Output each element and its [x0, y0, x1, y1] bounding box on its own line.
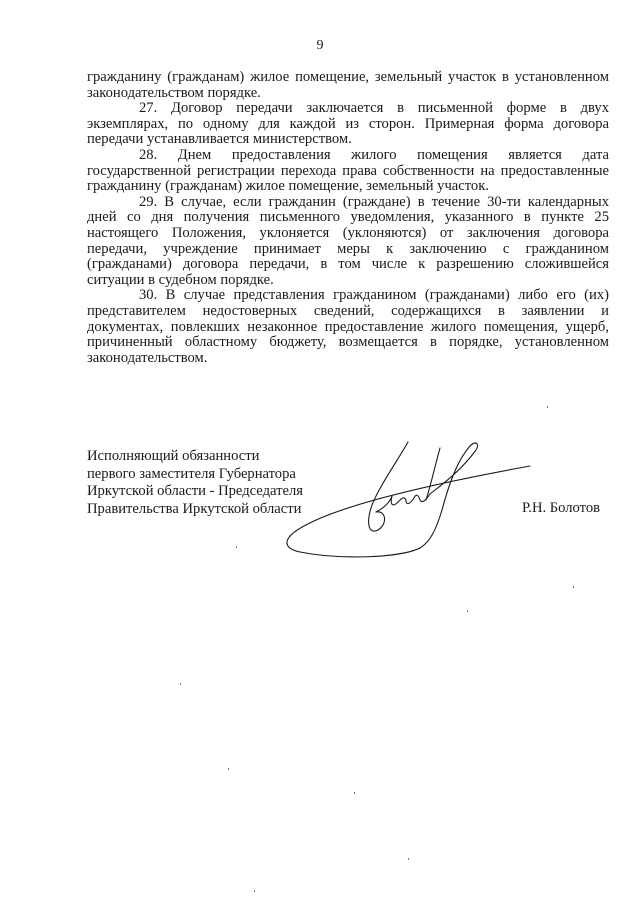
paragraph-continuation: гражданину (гражданам) жилое помещение, земельный участок в установленном законодательством порядке.	[87, 69, 609, 101]
scan-speck	[467, 610, 468, 612]
scan-speck	[547, 406, 548, 408]
paragraph-30: 30. В случае представления гражданином (гражданами) либо его (их) представителем недостоверных сведений, содержащихся в заявлении и документах, повлекших незаконное предоставление жилого помещения, ущерб, причиненный областному бюджету, возмещается в порядке, установленном законодательством.	[87, 287, 609, 366]
scan-speck	[573, 586, 574, 588]
paragraph-27: 27. Договор передачи заключается в письменной форме в двух экземплярах, по одному для каждой из сторон. Примерная форма договора передачи устанавливается министерством.	[87, 100, 609, 148]
scan-speck	[254, 890, 255, 892]
paragraph-28: 28. Днем предоставления жилого помещения является дата государственной регистрации перехода права собственности на предоставленные гражданину (гражданам) жилое помещение, земельный участок.	[87, 146, 609, 195]
signer-name: Р.Н. Болотов	[522, 500, 601, 516]
scan-speck	[354, 792, 355, 794]
position-line: Иркутской области - Председателя	[87, 483, 303, 499]
position-line: Исполняющий обязанности	[87, 448, 260, 464]
handwritten-signature	[280, 430, 540, 570]
position-line: первого заместителя Губернатора	[87, 465, 296, 482]
page-number: 9	[316, 38, 324, 53]
scan-speck	[408, 858, 409, 860]
document-body	[87, 70, 609, 366]
paragraph-29: 29. В случае, если гражданин (граждане) в течение 30-ти календарных дней со дня получения письменного уведомления, указанного в пункте 25 настоящего Положения, уклоняется (уклоняются) от заключения договора передачи, учреждение принимает меры к заключению с гражданином (гражданами) договора передачи, в том числе к разрешению сложившейся ситуации в судебном порядке.	[87, 193, 609, 288]
position-line: Правительства Иркутской области	[87, 500, 302, 517]
scan-speck	[228, 768, 229, 770]
scan-speck	[180, 683, 181, 685]
scan-speck	[236, 546, 237, 548]
